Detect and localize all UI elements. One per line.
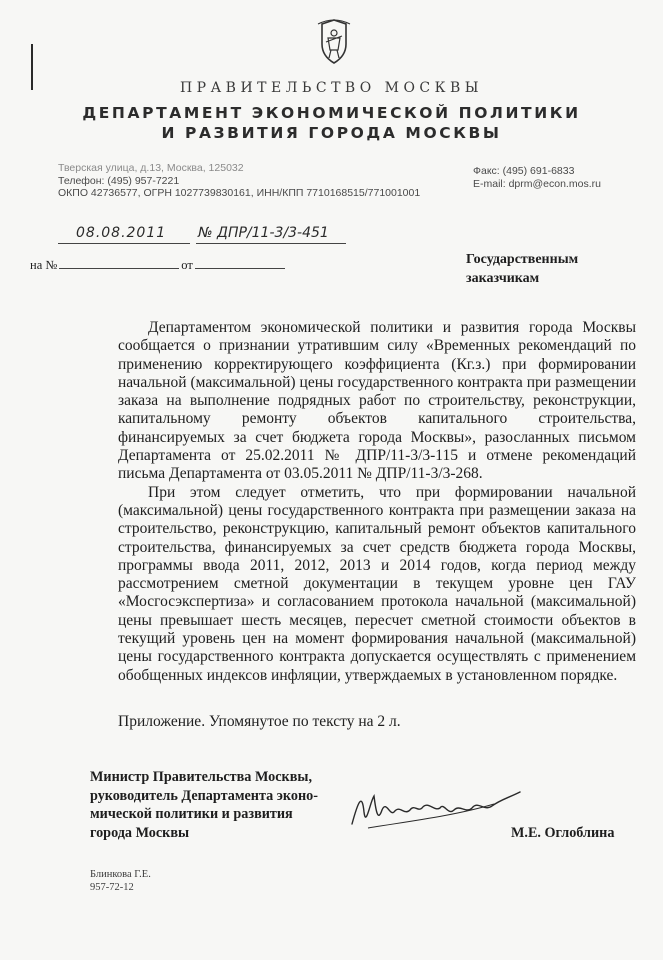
moscow-coat-of-arms-icon	[314, 18, 354, 66]
attachment-note: Приложение. Упомянутое по тексту на 2 л.	[118, 713, 401, 730]
signer-title: Министр Правительства Москвы, руководитель Департамента эконо- мической политики и развития города Москвы	[90, 769, 318, 841]
date-underline	[58, 243, 190, 244]
paragraph-2: При этом следует отметить, что при формировании начальной (максимальной) цены государственного контракта при размещении заказа на строительство, реконструкцию, капитальный ремонт объектов капитального строительства, финансируемых за счет средств бюджета города Москвы, программы ввода 2011, 2012, 2013 и 2014 годов, когда период между рассмотрением сметной документации в текущем уровне цен ГАУ «Мосгосэкспертиза» и согласованием протокола начальной (максимальной) цены превышает шесть месяцев, пересчет сметной стоимости объектов в текущий уровень цен на момент формирования начальной (максимальной) цены государственного контракта допускается осуществлять с применением обобщенных индексов инфляции, утверждаемых в установленном порядке.	[118, 483, 636, 684]
reference-number-blank	[59, 258, 179, 269]
email: E-mail: dprm@econ.mos.ru	[473, 177, 601, 190]
department-title-line2: И РАЗВИТИЯ ГОРОДА МОСКВЫ	[161, 124, 502, 142]
paragraph-1: Департаментом экономической политики и развития города Москвы сообщается о признании утратившим силу «Временных рекомендаций по применению корректирующего коэффициента (Кг.з.) при формировании начальной (максимальной) цены государственного контракта при размещении заказа на выполнение подрядных работ по строительству, реконструкции, капитальному ремонту объектов капитального строительства, финансируемых за счет бюджета города Москвы», разосланных письмом Департамента от 25.02.2011 № ДПР/11-3/3-115 и отмене рекомендаций письма Департамента от 03.05.2011 № ДПР/11-3/3-268.	[118, 319, 636, 483]
executor-name: Блинкова Г.Е.	[90, 869, 151, 880]
registration-number: № ДПР/11-3/3-451	[198, 225, 329, 241]
reference-line	[30, 258, 285, 273]
reference-from: от	[181, 258, 193, 272]
fax: Факс: (495) 691-6833	[473, 165, 575, 177]
reference-prefix: на №	[30, 258, 58, 272]
letter-body	[118, 319, 636, 685]
government-title: ПРАВИТЕЛЬСТВО МОСКВЫ	[179, 80, 484, 96]
registry-codes: ОКПО 42736577, ОГРН 1027739830161, ИНН/КПП 7710168515/771001001	[58, 187, 421, 199]
department-title	[0, 103, 663, 143]
handwritten-date: 08.08.2011	[76, 225, 167, 241]
phone: Телефон: (495) 957-7221	[58, 174, 180, 187]
contacts-left	[58, 162, 420, 200]
reference-date-blank	[195, 258, 285, 269]
address: Тверская улица, д.13, Москва, 125032	[58, 162, 244, 174]
number-underline	[196, 243, 346, 244]
recipient-line2: заказчикам	[466, 271, 540, 286]
executor	[90, 869, 151, 894]
recipient	[466, 250, 578, 288]
handwritten-signature	[344, 782, 534, 842]
executor-phone: 957-72-12	[90, 881, 134, 893]
contacts-right	[473, 165, 601, 190]
signer-name: М.Е. Оглоблина	[511, 825, 615, 841]
department-title-line1: ДЕПАРТАМЕНТ ЭКОНОМИЧЕСКОЙ ПОЛИТИКИ	[82, 104, 581, 122]
recipient-line1: Государственным	[466, 252, 579, 267]
